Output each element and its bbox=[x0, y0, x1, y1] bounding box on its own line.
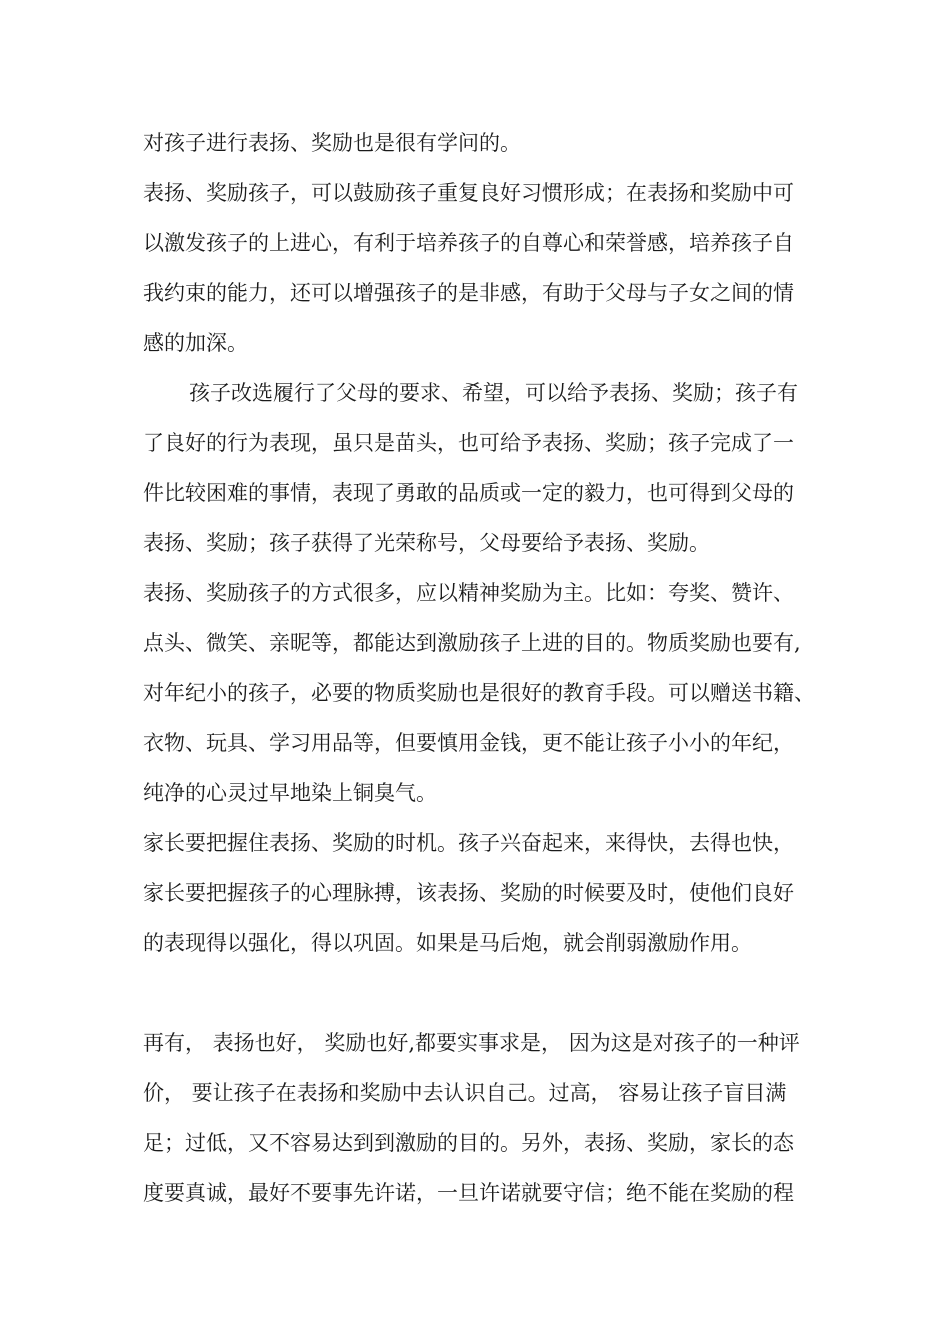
text-line: 家长要把握孩子的心理脉搏，该表扬、奖励的时候要及时，使他们良好 bbox=[143, 881, 794, 905]
text-line: 足；过低，又不容易达到到激励的目的。另外，表扬、奖励，家长的态 bbox=[143, 1131, 794, 1155]
text-line: 表扬、奖励；孩子获得了光荣称号，父母要给予表扬、奖励。 bbox=[143, 531, 710, 555]
text-line: 点头、微笑、亲昵等，都能达到激励孩子上进的目的。物质奖励也要有, bbox=[143, 631, 801, 655]
text-line: 件比较困难的事情，表现了勇敢的品质或一定的毅力，也可得到父母的 bbox=[143, 481, 794, 505]
text-line: 表扬、奖励孩子的方式很多，应以精神奖励为主。比如：夸奖、赞许、 bbox=[143, 581, 794, 605]
text-line: 衣物、玩具、学习用品等，但要慎用金钱，更不能让孩子小小的年纪， bbox=[143, 731, 794, 755]
text-line: 我约束的能力，还可以增强孩子的是非感，有助于父母与子女之间的情 bbox=[143, 281, 794, 305]
text-line: 价， 要让孩子在表扬和奖励中去认识自己。过高， 容易让孩子盲目满 bbox=[143, 1081, 787, 1105]
text-line: 孩子改选履行了父母的要求、希望，可以给予表扬、奖励；孩子有 bbox=[189, 381, 798, 405]
text-line: 了良好的行为表现，虽只是苗头，也可给予表扬、奖励；孩子完成了一 bbox=[143, 431, 794, 455]
text-line: 的表现得以强化，得以巩固。如果是马后炮，就会削弱激励作用。 bbox=[143, 931, 752, 955]
text-line: 感的加深。 bbox=[143, 331, 248, 355]
text-line: 对年纪小的孩子，必要的物质奖励也是很好的教育手段。可以赠送书籍、 bbox=[143, 681, 815, 705]
text-line: 家长要把握住表扬、奖励的时机。孩子兴奋起来，来得快，去得也快， bbox=[143, 831, 794, 855]
text-line: 再有， 表扬也好， 奖励也好,都要实事求是， 因为这是对孩子的一种评 bbox=[143, 1031, 800, 1055]
text-line: 表扬、奖励孩子，可以鼓励孩子重复良好习惯形成；在表扬和奖励中可 bbox=[143, 181, 794, 205]
text-line: 纯净的心灵过早地染上铜臭气。 bbox=[143, 781, 437, 805]
text-line: 度要真诚，最好不要事先许诺，一旦许诺就要守信；绝不能在奖励的程 bbox=[143, 1181, 794, 1205]
text-line: 以激发孩子的上进心，有利于培养孩子的自尊心和荣誉感，培养孩子自 bbox=[143, 231, 794, 255]
text-line: 对孩子进行表扬、奖励也是很有学问的。 bbox=[143, 131, 521, 155]
